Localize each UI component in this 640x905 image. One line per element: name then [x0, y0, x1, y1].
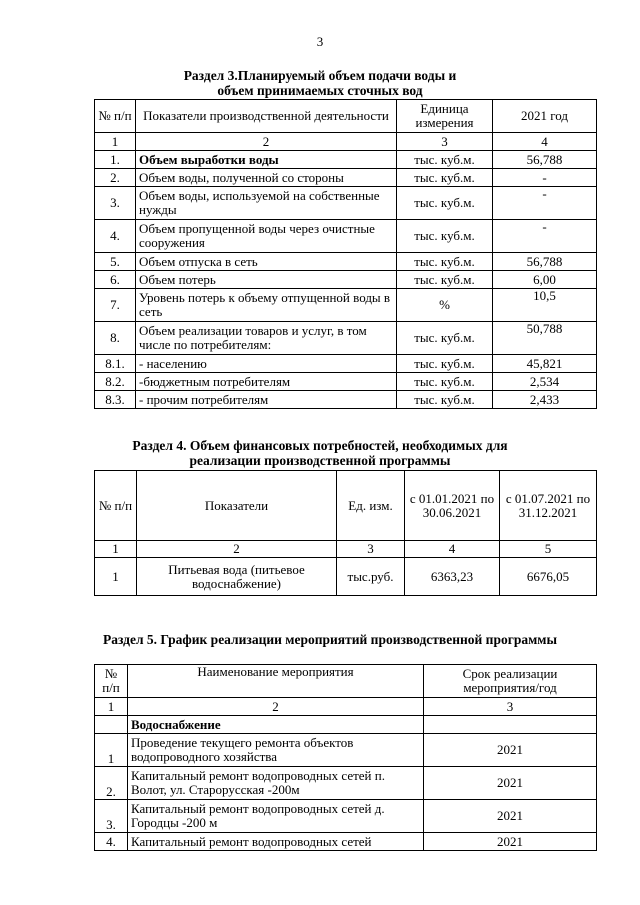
header-cell: с 01.01.2021 по 30.06.2021: [405, 471, 500, 541]
row-unit: тыс. куб.м.: [397, 373, 493, 391]
index-cell: 5: [500, 541, 597, 558]
row-value: -: [493, 169, 597, 187]
index-cell: 3: [424, 698, 597, 716]
table-header-row: [95, 471, 597, 541]
row-unit: %: [397, 289, 493, 322]
row-year: 2021: [424, 767, 597, 800]
row-value: 50,788: [493, 322, 597, 355]
row-value: 2,534: [493, 373, 597, 391]
table-row: [95, 767, 597, 800]
row-unit: тыс. куб.м.: [397, 355, 493, 373]
header-cell: Наименование мероприятия: [128, 665, 424, 698]
header-cell: № п/п: [95, 471, 137, 541]
group-year-empty: [424, 716, 597, 734]
row-unit: тыс.руб.: [337, 558, 405, 596]
index-cell: 2: [137, 541, 337, 558]
index-cell: 3: [397, 133, 493, 151]
row-year: 2021: [424, 800, 597, 833]
row-value: 10,5: [493, 289, 597, 322]
table-row: [95, 220, 597, 253]
table-index-row: [95, 698, 597, 716]
row-num: 3.: [95, 187, 136, 220]
header-cell: № п/п: [95, 665, 128, 698]
row-num: 4.: [95, 220, 136, 253]
row-name: Капитальный ремонт водопроводных сетей п. Волот, ул. Старорусская -200м: [128, 767, 424, 800]
section3-title-line2: объем принимаемых сточных вод: [217, 83, 423, 98]
row-num: 1.: [95, 151, 136, 169]
row-value: 45,821: [493, 355, 597, 373]
row-unit: тыс. куб.м.: [397, 391, 493, 409]
table-index-row: [95, 133, 597, 151]
table-header-row: [95, 665, 597, 698]
header-cell: № п/п: [95, 100, 136, 133]
table-row: [95, 800, 597, 833]
row-unit: тыс. куб.м.: [397, 220, 493, 253]
row-value: 6676,05: [500, 558, 597, 596]
row-year: 2021: [424, 833, 597, 851]
table-row: [95, 391, 597, 409]
section4-title: [100, 438, 540, 468]
section4-title-line2: реализации производственной программы: [189, 453, 451, 468]
row-num: 2.: [95, 169, 136, 187]
table-header-row: [95, 100, 597, 133]
header-cell: 2021 год: [493, 100, 597, 133]
row-value: 2,433: [493, 391, 597, 409]
row-num: 8.: [95, 322, 136, 355]
row-num: 1: [95, 558, 137, 596]
group-num-empty: [95, 716, 128, 734]
row-name: Объем реализации товаров и услуг, в том числе по потребителям:: [136, 322, 397, 355]
table-row: [95, 833, 597, 851]
row-value: 56,788: [493, 253, 597, 271]
table-row: [95, 289, 597, 322]
group-label: Водоснабжение: [128, 716, 424, 734]
index-cell: 3: [337, 541, 405, 558]
index-cell: 1: [95, 541, 137, 558]
row-num: 8.1.: [95, 355, 136, 373]
row-name: Объем воды, полученной со стороны: [136, 169, 397, 187]
row-num: 7.: [95, 289, 136, 322]
table-row: [95, 355, 597, 373]
header-cell: с 01.07.2021 по 31.12.2021: [500, 471, 597, 541]
row-name: -бюджетным потребителям: [136, 373, 397, 391]
row-name: Объем выработки воды: [136, 151, 397, 169]
section5-table: [94, 664, 597, 851]
index-cell: 4: [493, 133, 597, 151]
row-unit: тыс. куб.м.: [397, 187, 493, 220]
row-num: 4.: [95, 833, 128, 851]
index-cell: 1: [95, 133, 136, 151]
row-name: Питьевая вода (питьевое водоснабжение): [137, 558, 337, 596]
row-name: Объем отпуска в сеть: [136, 253, 397, 271]
row-unit: тыс. куб.м.: [397, 322, 493, 355]
section3-title-line1: Раздел 3.Планируемый объем подачи воды и: [183, 68, 457, 83]
section4-table: [94, 470, 597, 596]
row-num: 2.: [95, 767, 128, 800]
index-cell: 2: [136, 133, 397, 151]
table-row: [95, 253, 597, 271]
index-cell: 1: [95, 698, 128, 716]
row-num: 8.2.: [95, 373, 136, 391]
row-name: Объем потерь: [136, 271, 397, 289]
header-cell: Ед. изм.: [337, 471, 405, 541]
row-name: Капитальный ремонт водопроводных сетей д. Городцы -200 м: [128, 800, 424, 833]
table-row: [95, 151, 597, 169]
section4-title-line1: Раздел 4. Объем финансовых потребностей, необходимых для: [132, 438, 508, 453]
row-name: Уровень потерь к объему отпущенной воды в сеть: [136, 289, 397, 322]
header-cell: Показатели производственной деятельности: [136, 100, 397, 133]
index-cell: 4: [405, 541, 500, 558]
table-row: [95, 169, 597, 187]
section3-title: [100, 68, 540, 98]
table-group-row: [95, 716, 597, 734]
row-value: 6,00: [493, 271, 597, 289]
row-value: -: [493, 187, 597, 220]
row-unit: тыс. куб.м.: [397, 169, 493, 187]
row-num: 6.: [95, 271, 136, 289]
row-name: Проведение текущего ремонта объектов водопроводного хозяйства: [128, 734, 424, 767]
row-year: 2021: [424, 734, 597, 767]
table-row: [95, 187, 597, 220]
row-name: Объем пропущенной воды через очистные сооружения: [136, 220, 397, 253]
header-cell: Единица измерения: [397, 100, 493, 133]
row-name: - прочим потребителям: [136, 391, 397, 409]
row-value: -: [493, 220, 597, 253]
row-num: 3.: [95, 800, 128, 833]
index-cell: 2: [128, 698, 424, 716]
row-name: Капитальный ремонт водопроводных сетей: [128, 833, 424, 851]
row-num: 5.: [95, 253, 136, 271]
header-cell: Срок реализации мероприятия/год: [424, 665, 597, 698]
table-row: [95, 558, 597, 596]
row-value: 56,788: [493, 151, 597, 169]
row-unit: тыс. куб.м.: [397, 271, 493, 289]
row-unit: тыс. куб.м.: [397, 253, 493, 271]
section5-title: Раздел 5. График реализации мероприятий производственной программы: [102, 632, 558, 647]
table-row: [95, 734, 597, 767]
row-name: - населению: [136, 355, 397, 373]
table-row: [95, 271, 597, 289]
table-index-row: [95, 541, 597, 558]
row-num: 1: [95, 734, 128, 767]
row-name: Объем воды, используемой на собственные нужды: [136, 187, 397, 220]
row-unit: тыс. куб.м.: [397, 151, 493, 169]
table-row: [95, 322, 597, 355]
page-number: 3: [316, 34, 324, 49]
row-value: 6363,23: [405, 558, 500, 596]
row-num: 8.3.: [95, 391, 136, 409]
header-cell: Показатели: [137, 471, 337, 541]
section3-table: [94, 99, 597, 409]
table-row: [95, 373, 597, 391]
